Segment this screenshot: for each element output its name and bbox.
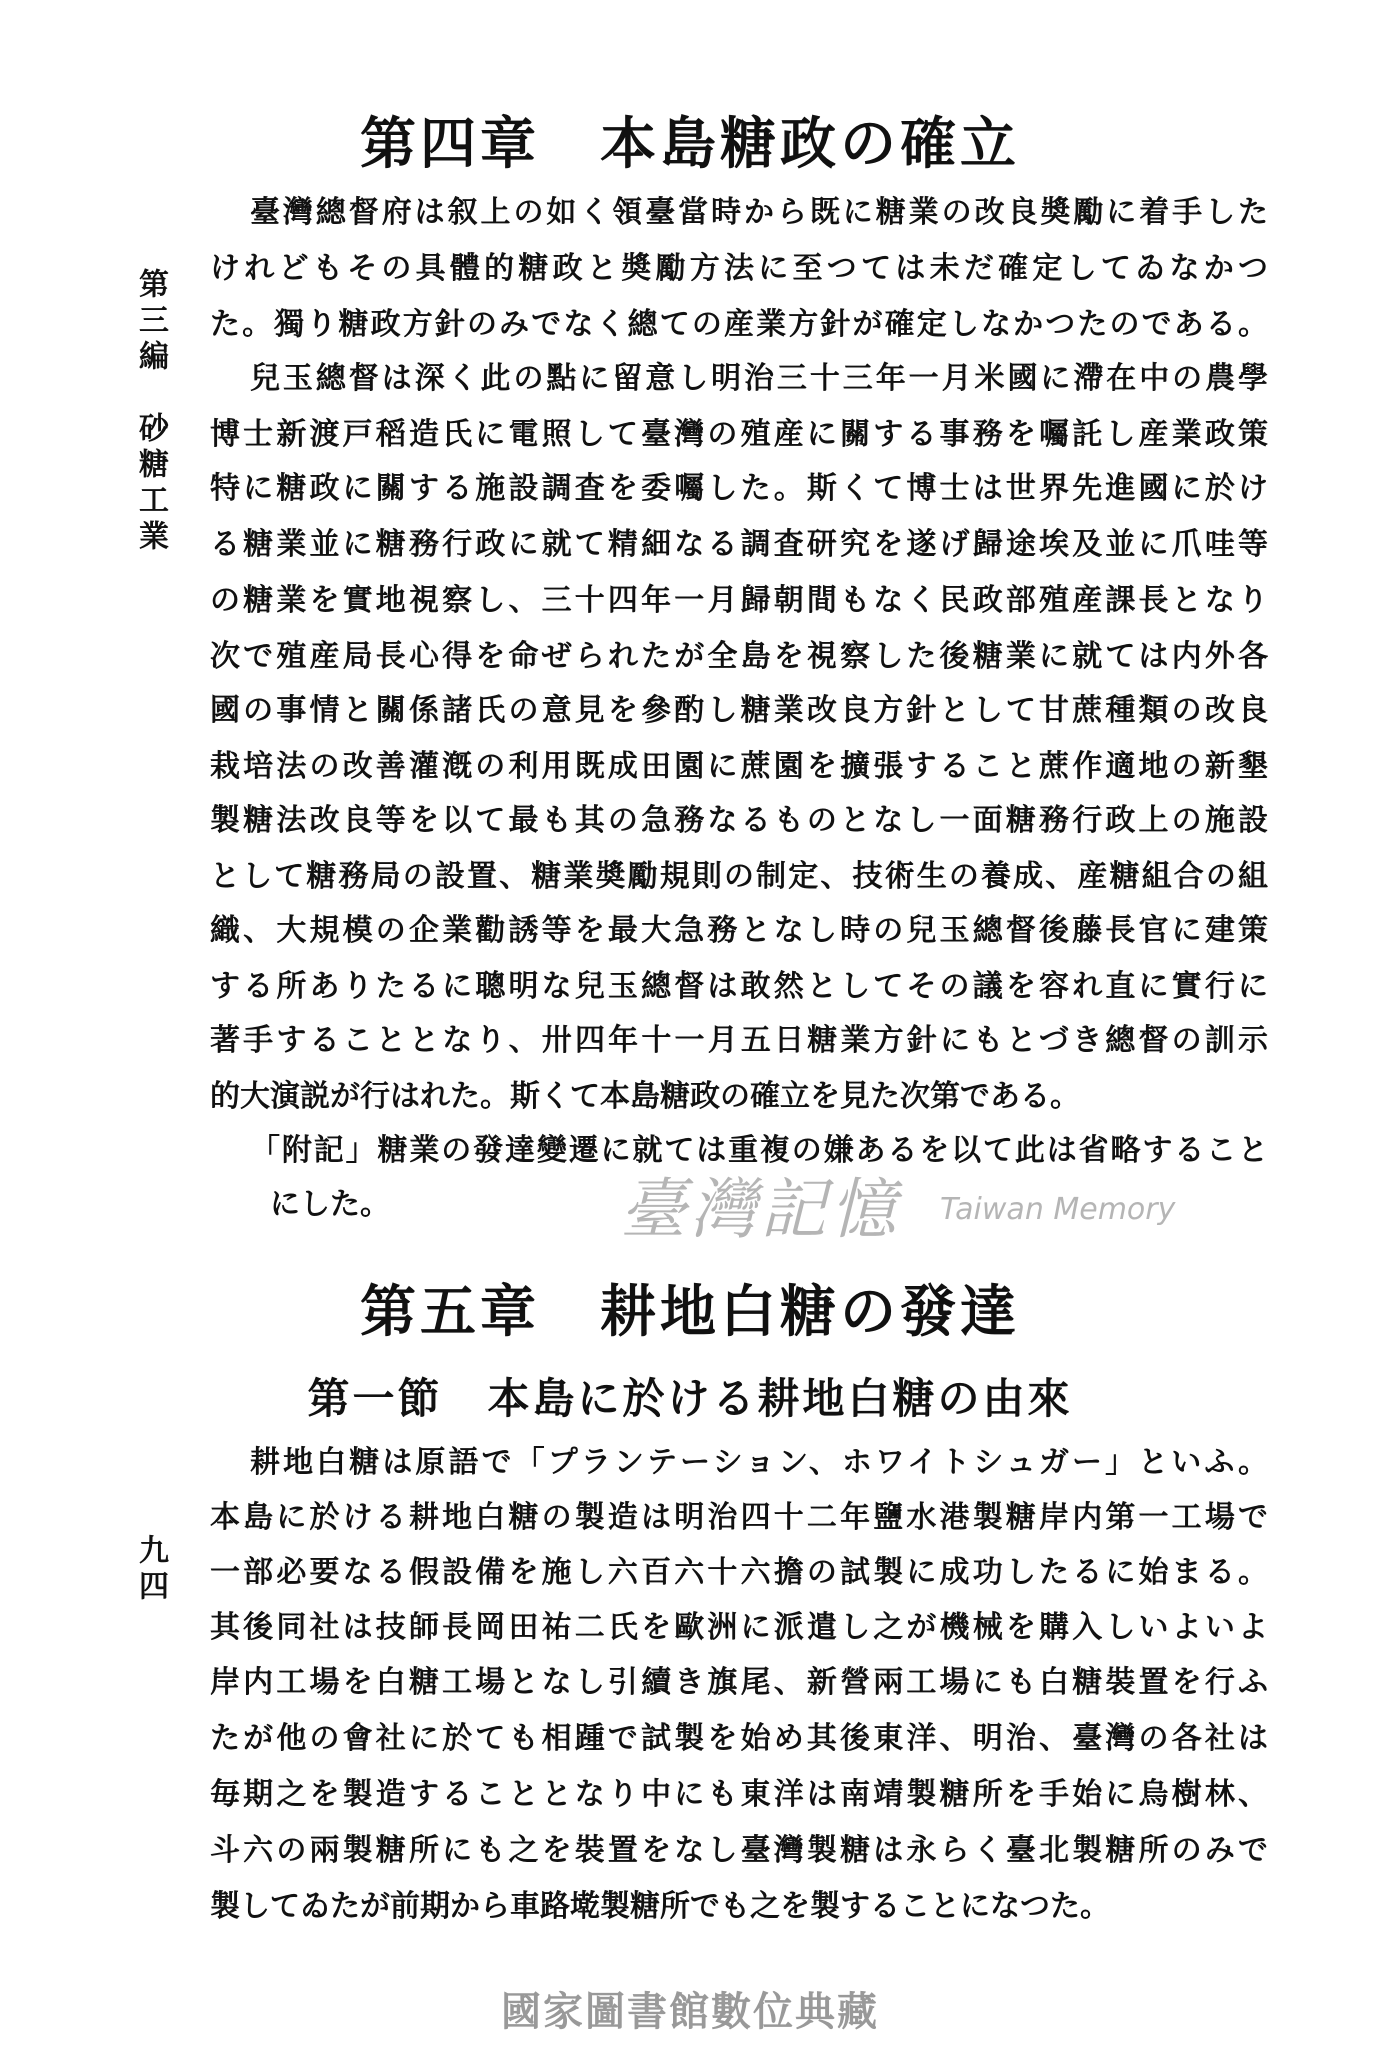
text-line: 一部必要なる假設備を施し六百六十六擔の試製に成功したるに始まる。 xyxy=(210,1555,1268,1590)
text-line: として糖務局の設置、糖業奬勵規則の制定、技術生の養成、産糖組合の組 xyxy=(210,859,1268,894)
chapter-4-title: 第四章 本島糖政の確立 xyxy=(360,112,1020,177)
text-line: 耕地白糖は原語で「プランテーション、ホワイトシュガー」といふ。 xyxy=(250,1445,1268,1480)
text-line: 的大演説が行はれた。斯くて本島糖政の確立を見た次第である。 xyxy=(210,1079,1080,1114)
text-line: 博士新渡戸稻造氏に電照して臺灣の殖産に關する事務を囑託し産業政策 xyxy=(210,417,1268,452)
chapter-5-title: 第五章 耕地白糖の發達 xyxy=(360,1280,1020,1345)
text-line: 特に糖政に關する施設調査を委囑した。斯くて博士は世界先進國に於け xyxy=(210,471,1268,506)
text-line: 栽培法の改善灌漑の利用既成田園に蔗園を擴張すること蔗作適地の新墾 xyxy=(210,749,1268,784)
section-1-title: 第一節 本島に於ける耕地白糖の由來 xyxy=(307,1374,1073,1423)
text-line: 斗六の兩製糖所にも之を裝置をなし臺灣製糖は永らく臺北製糖所のみで xyxy=(210,1833,1268,1868)
page-number: 九四 xyxy=(133,1534,168,1606)
text-line: 次で殖産局長心得を命ぜられたが全島を視察した後糖業に就ては内外各 xyxy=(210,639,1268,674)
text-line: 製糖法改良等を以て最も其の急務なるものとなし一面糖務行政上の施設 xyxy=(210,803,1268,838)
watermark-text: Taiwan Memory xyxy=(940,1192,1176,1227)
text-line: 著手することとなり、卅四年十一月五日糖業方針にもとづき總督の訓示 xyxy=(210,1023,1268,1058)
text-line: する所ありたるに聰明な兒玉總督は敢然としてその議を容れ直に實行に xyxy=(210,969,1268,1004)
text-line: 織、大規模の企業勸誘等を最大急務となし時の兒玉總督後藤長官に建策 xyxy=(210,913,1268,948)
text-line: 兒玉總督は深く此の點に留意し明治三十三年一月米國に滯在中の農學 xyxy=(250,361,1268,396)
watermark-logo: 臺灣記憶 xyxy=(620,1171,900,1248)
note-line: 「附記」糖業の發達變遷に就ては重複の嫌あるを以て此は省略すること xyxy=(250,1133,1268,1168)
text-line: 臺灣總督府は叙上の如く領臺當時から既に糖業の改良奬勵に着手した xyxy=(250,195,1268,230)
text-line: の糖業を實地視察し、三十四年一月歸朝間もなく民政部殖産課長となり xyxy=(210,583,1268,618)
text-line: 製してゐたが前期から車路墘製糖所でも之を製することになつた。 xyxy=(210,1889,1110,1924)
text-line: 其後同社は技師長岡田祐二氏を歐洲に派遣し之が機械を購入しいよいよ xyxy=(210,1610,1268,1645)
text-line: 毎期之を製造することとなり中にも東洋は南靖製糖所を手始に烏樹林、 xyxy=(210,1777,1268,1812)
text-line: る糖業並に糖務行政に就て精細なる調査研究を遂げ歸途埃及並に爪哇等 xyxy=(210,527,1268,562)
text-line: 岸内工場を白糖工場となし引續き旗尾、新營兩工場にも白糖裝置を行ふ xyxy=(210,1665,1268,1700)
text-line: けれどもその具體的糖政と奬勵方法に至つては未だ確定してゐなかつ xyxy=(210,251,1268,286)
text-line: 本島に於ける耕地白糖の製造は明治四十二年鹽水港製糖岸内第一工場で xyxy=(210,1500,1268,1535)
note-line: にした。 xyxy=(270,1187,390,1222)
library-watermark-footer: 國家圖書館數位典藏 xyxy=(501,1989,879,2035)
part-label: 第三編 砂糖工業 xyxy=(133,268,168,556)
text-line: たが他の會社に於ても相踵で試製を始め其後東洋、明治、臺灣の各社は xyxy=(210,1721,1268,1756)
text-line: 國の事情と關係諸氏の意見を參酌し糖業改良方針として甘蔗種類の改良 xyxy=(210,693,1268,728)
text-line: た。獨り糖政方針のみでなく總ての産業方針が確定しなかつたのである。 xyxy=(210,307,1268,342)
